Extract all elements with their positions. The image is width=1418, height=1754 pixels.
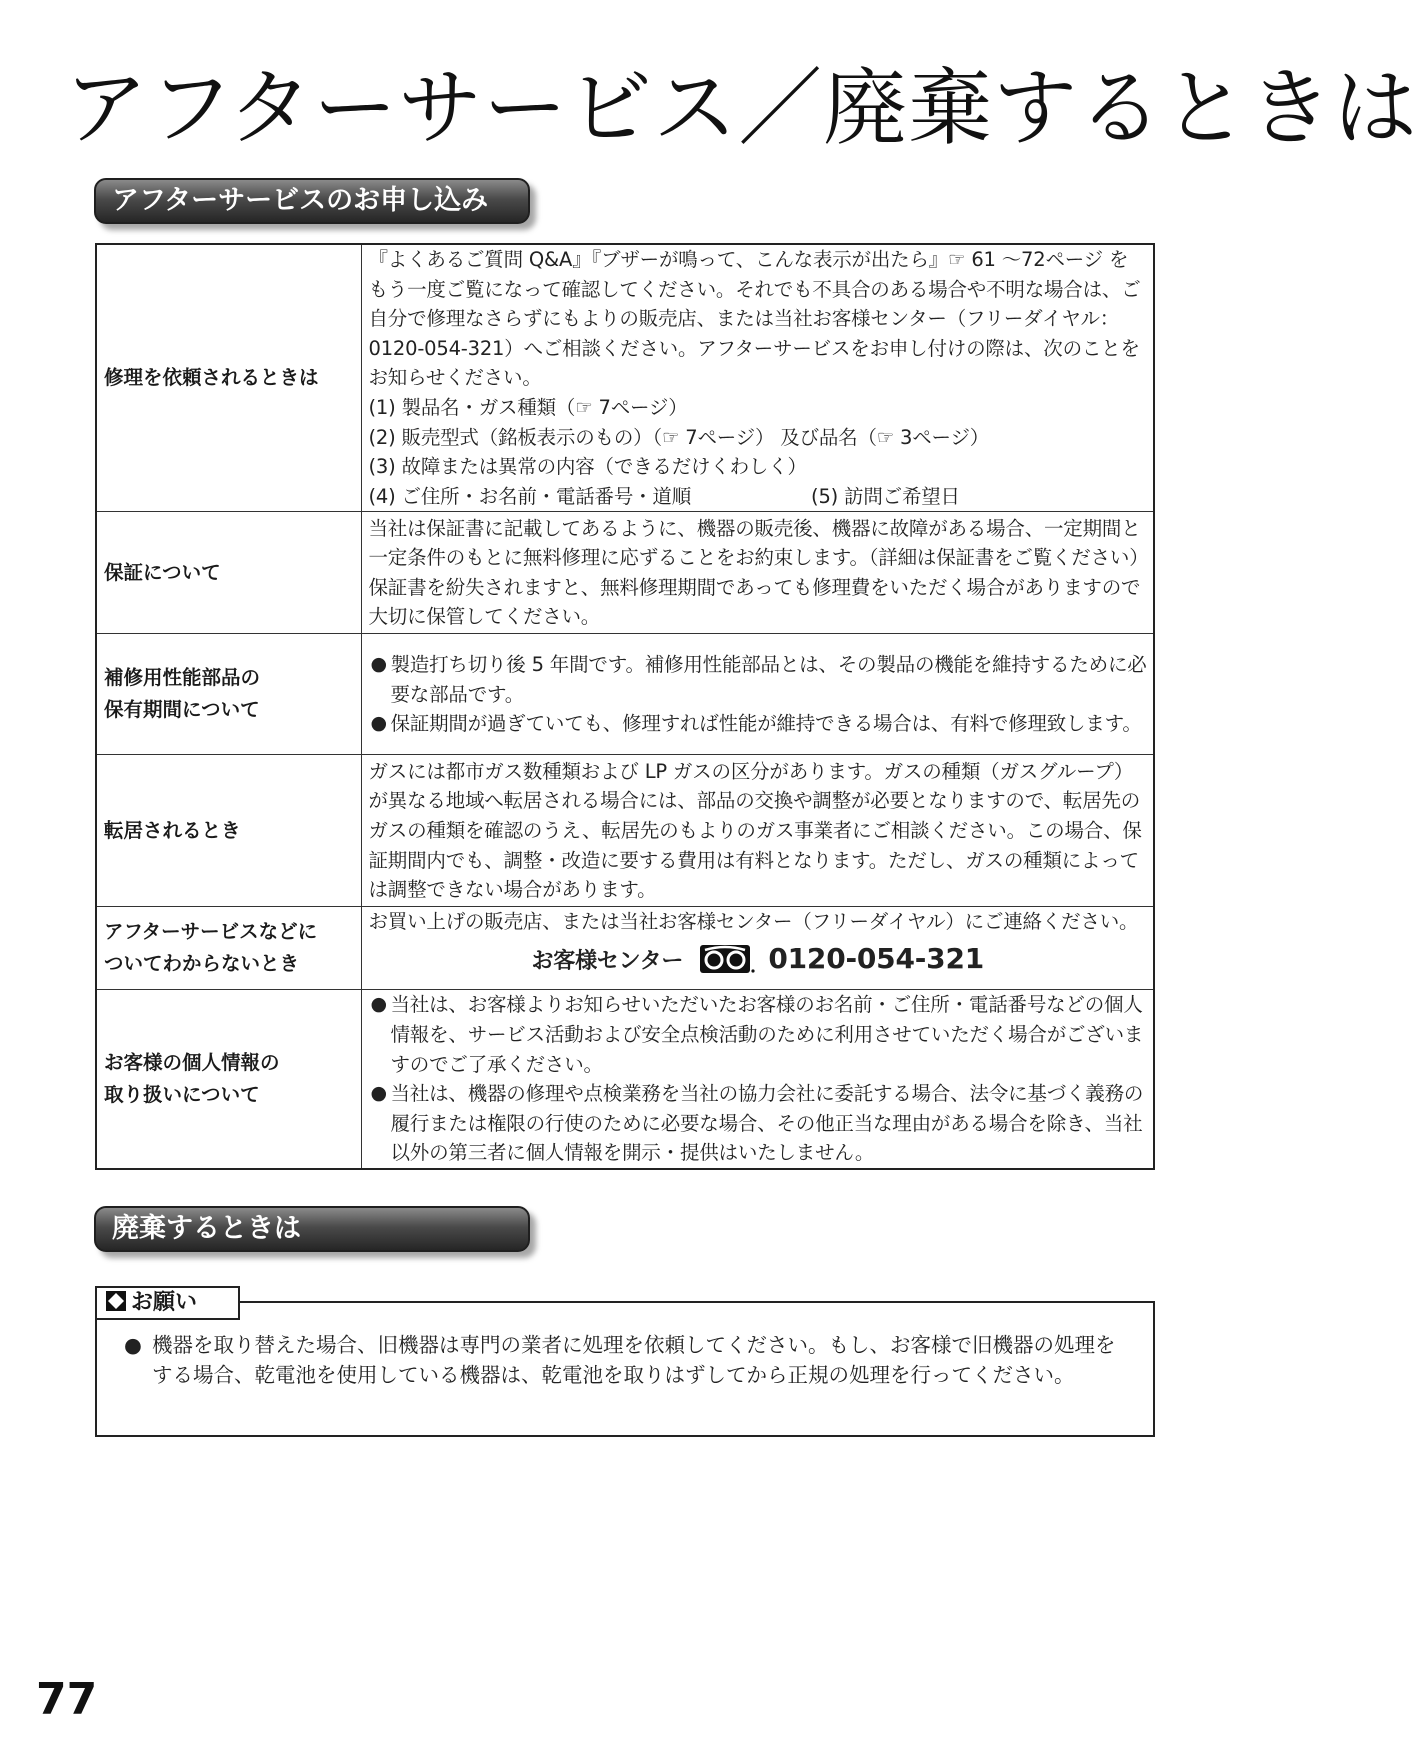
row-label (96, 755, 361, 907)
customer-center-line (369, 937, 1148, 989)
label-line: アフターサービスなどに (104, 920, 318, 944)
label-line: 保有期間について (104, 698, 260, 722)
row-paragraph: お買い上げの販売店、または当社お客様センター（フリーダイヤル）にご連絡ください。 (368, 910, 1139, 934)
list-item-text: (4) ご住所・お名前・電話番号・道順 (368, 484, 692, 508)
table-row (96, 755, 1154, 907)
label-line: 取り扱いについて (104, 1083, 260, 1107)
row-content (361, 512, 1154, 634)
white-diamond-in-square-icon (105, 1290, 127, 1320)
black-circle-bullet-icon: ● (124, 1333, 142, 1357)
request-label-text: お願い (131, 1290, 198, 1315)
label-line: ついてわからないとき (104, 952, 300, 976)
list-item: (3) 故障または異常の内容（できるだけくわしく） (368, 455, 807, 479)
row-label (96, 512, 361, 634)
row-content (361, 989, 1154, 1169)
customer-center-label: お客様センター (531, 948, 684, 974)
bullet-text: 保証期間が過ぎていても、修理すれば性能が維持できる場合は、有料で修理致します。 (390, 712, 1142, 736)
phone-number: 0120-054-321 (768, 941, 985, 975)
bullet-item (369, 990, 1148, 1079)
label-line: お客様の個人情報の (104, 1051, 280, 1075)
table-row (96, 244, 1154, 512)
request-label (95, 1286, 240, 1320)
black-circle-bullet-icon: ● (370, 993, 387, 1016)
bullet-item (369, 1079, 1148, 1168)
row-content (361, 244, 1154, 512)
row-content (361, 755, 1154, 907)
black-circle-bullet-icon: ● (370, 1082, 387, 1105)
list-item: (1) 製品名・ガス種類（☞ 7ページ） (368, 395, 688, 419)
page-title: アフターサービス／廃棄するときは (64, 59, 1418, 157)
after-service-table (95, 243, 1155, 1170)
table-row (96, 512, 1154, 634)
row-content (361, 634, 1154, 755)
request-text (124, 1330, 1134, 1390)
section-heading-after-service: アフターサービスのお申し込み (94, 178, 530, 224)
row-label (96, 907, 361, 990)
row-paragraph: 『よくあるご質問 Q&A』『ブザーが鳴って、こんな表示が出たら』☞ 61 ～72ページ をもう一度ご覧になって確認してください。それでも不具合のある場合や不明な場合は、ご自分で修理なさらずにもよりの販売店、または当社お客様センター（フリーダイヤル：0120-054-321）へご相談ください。アフターサービスをお申し付けの際は、次のことをお知らせください。 (368, 248, 1141, 390)
bullet-text: 当社は、お客様よりお知らせいただいたお客様のお名前・ご住所・電話番号などの個人情報を、サービス活動および安全点検活動のために利用させていただく場合がございますのでご了承ください。 (390, 993, 1144, 1076)
black-circle-bullet-icon: ● (370, 652, 387, 675)
section-heading-disposal: 廃棄するときは (94, 1206, 530, 1252)
request-body: 機器を取り替えた場合、旧機器は専門の業者に処理を依頼してください。もし、お客様で旧機器の処理をする場合、乾電池を使用している機器は、乾電池を取りはずしてから正規の処理を行ってください。 (152, 1333, 1116, 1387)
label-line: 保証について (104, 560, 221, 584)
row-paragraph: 当社は保証書に記載してあるように、機器の販売後、機器に故障がある場合、一定期間と一定条件のもとに無料修理に応ずることをお約束します。（詳細は保証書をご覧ください）保証書を紛失されますと、無料修理期間であっても修理費をいただく場合がありますので大切に保管してください。 (368, 516, 1141, 629)
row-content (361, 907, 1154, 990)
black-circle-bullet-icon: ● (370, 712, 387, 735)
table-row (96, 907, 1154, 990)
list-item-text: (5) 訪問ご希望日 (811, 484, 960, 508)
bullet-item (369, 650, 1148, 709)
label-line: 修理を依頼されるときは (104, 366, 319, 390)
row-label (96, 634, 361, 755)
row-label (96, 989, 361, 1169)
table-row (96, 989, 1154, 1169)
label-line: 補修用性能部品の (104, 666, 261, 690)
table-row (96, 634, 1154, 755)
freedial-icon (699, 944, 755, 985)
list-item (369, 482, 1148, 512)
bullet-text: 当社は、機器の修理や点検業務を当社の協力会社に委託する場合、法令に基づく義務の履行または権限の行使のために必要な場合、その他正当な理由がある場合を除き、当社以外の第三者に個人情報を開示・提供はいたしません。 (390, 1082, 1144, 1165)
label-line: 転居されるとき (104, 818, 241, 842)
page-number: 77 (36, 1674, 98, 1725)
list-item: (2) 販売型式（銘板表示のもの）（☞ 7ページ） 及び品名（☞ 3ページ） (368, 425, 990, 449)
row-paragraph: ガスには都市ガス数種類および LP ガスの区分があります。ガスの種類（ガスグループ）が異なる地域へ転居される場合には、部品の交換や調整が必要となりますので、転居先のガスの種類を確認のうえ、転居先のもよりのガス事業者にご相談ください。この場合、保証期間内でも、調整・改造に要する費用は有料となります。ただし、ガスの種類によっては調整できない場合があります。 (368, 759, 1142, 902)
row-label (96, 244, 361, 512)
bullet-text: 製造打ち切り後 5 年間です。補修用性能部品とは、その製品の機能を維持するために必要な部品です。 (390, 652, 1147, 706)
bullet-item (369, 709, 1148, 739)
